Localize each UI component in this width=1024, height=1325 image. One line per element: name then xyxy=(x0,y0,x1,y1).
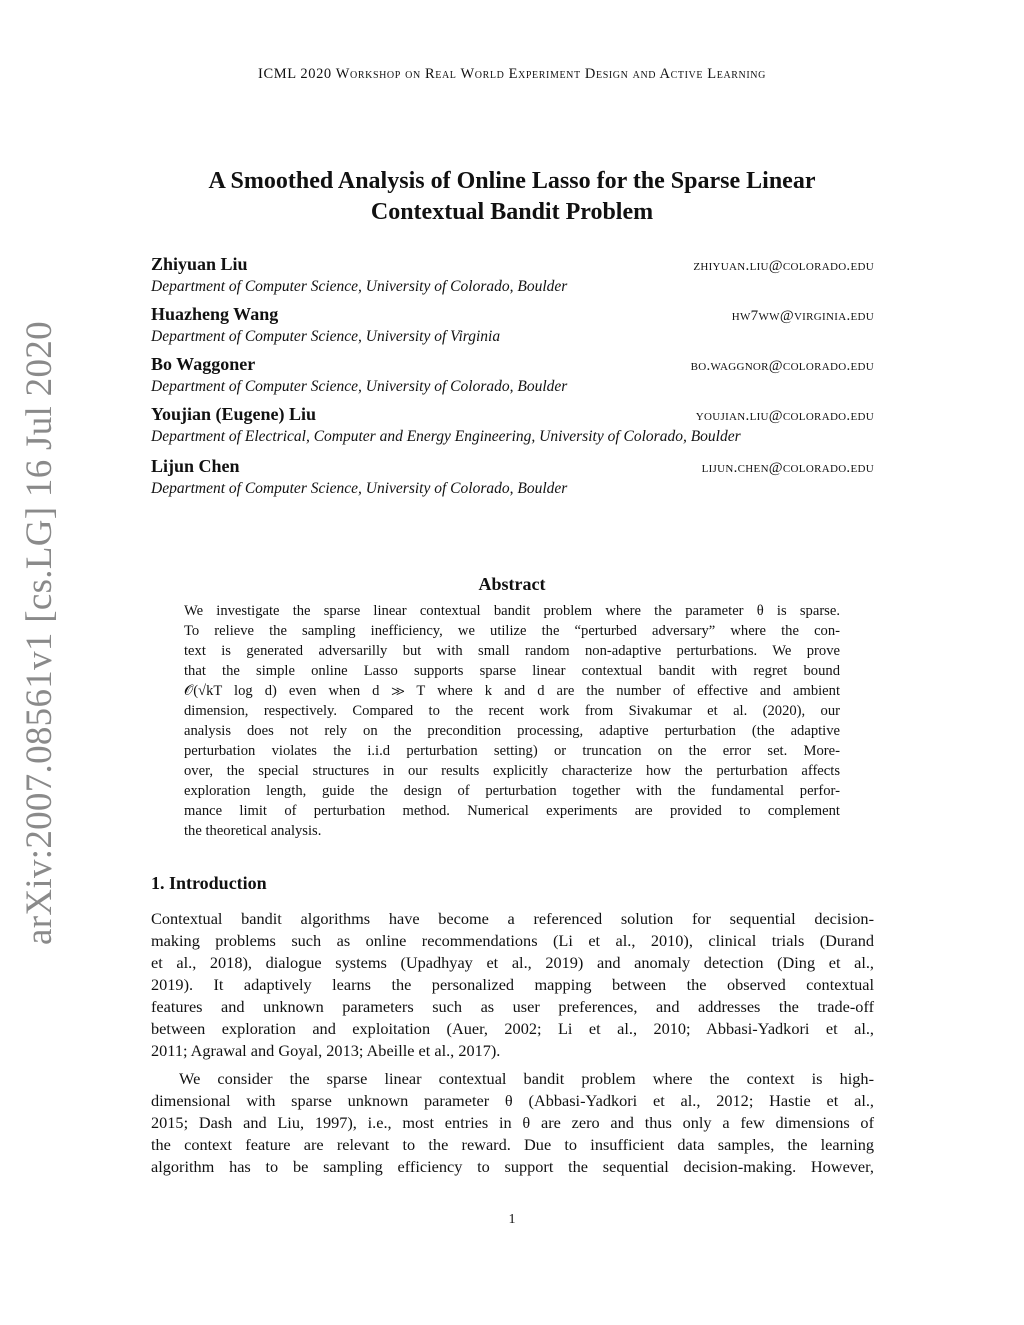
abstract-line: To relieve the sampling inefficiency, we utilize the “perturbed adversary” where the con- xyxy=(184,623,840,639)
abstract-line: over, the special structures in our results explicitly characterize how the perturbation affects xyxy=(184,763,840,779)
author-email[interactable]: hw7ww@virginia.edu xyxy=(731,308,874,324)
arxiv-stamp: arXiv:2007.08561v1 [cs.LG] 16 Jul 2020 xyxy=(19,321,60,945)
abstract-line: dimension, respectively. Compared to the recent work from Sivakumar et al. (2020), our xyxy=(184,703,840,719)
body-line: dimensional with sparse unknown parameter θ (Abbasi-Yadkori et al., 2012; Hastie et al., xyxy=(151,1091,874,1110)
author-block xyxy=(151,404,874,446)
paper-title xyxy=(120,166,904,228)
abstract-line: analysis does not rely on the precondition processing, adaptive perturbation (the adaptive xyxy=(184,723,840,739)
author-email[interactable]: zhiyuan.liu@colorado.edu xyxy=(693,258,874,274)
author-name: Huazheng Wang xyxy=(151,304,279,324)
abstract-heading: Abstract xyxy=(478,574,546,594)
body-line: making problems such as online recommendations (Li et al., 2010), clinical trials (Durand xyxy=(151,931,874,950)
abstract-line: that the simple online Lasso supports sparse linear contextual bandit with regret bound xyxy=(184,663,840,679)
author-affiliation: Department of Computer Science, University of Colorado, Boulder xyxy=(151,378,568,395)
author-email[interactable]: youjian.liu@colorado.edu xyxy=(695,408,874,424)
body-line: the context feature are relevant to the reward. Due to insufficient data samples, the learning xyxy=(151,1135,874,1154)
author-name: Bo Waggoner xyxy=(151,354,256,374)
body-line: features and unknown parameters such as user preferences, and addresses the trade-off xyxy=(151,997,874,1016)
body-line: algorithm has to be sampling efficiency to support the sequential decision-making. However, xyxy=(151,1157,874,1176)
intro-paragraph-1 xyxy=(151,908,874,1062)
author-block xyxy=(151,254,874,296)
body-line: 2019). It adaptively learns the personalized mapping between the observed contextual xyxy=(151,975,874,994)
abstract-line: the theoretical analysis. xyxy=(184,823,322,839)
body-line: We consider the sparse linear contextual bandit problem where the context is high- xyxy=(179,1069,874,1088)
author-affiliation: Department of Electrical, Computer and Energy Engineering, University of Colorado, Boulder xyxy=(151,428,741,445)
author-affiliation: Department of Computer Science, University of Colorado, Boulder xyxy=(151,278,568,295)
abstract-line: We investigate the sparse linear contextual bandit problem where the parameter θ is sparse. xyxy=(184,603,840,619)
author-email[interactable]: bo.waggnor@colorado.edu xyxy=(690,358,874,374)
author-block xyxy=(151,456,874,498)
body-line: 2011; Agrawal and Goyal, 2013; Abeille et al., 2017). xyxy=(151,1041,501,1060)
body-line: et al., 2018), dialogue systems (Upadhyay et al., 2019) and anomaly detection (Ding et al., xyxy=(151,953,874,972)
abstract-line: mance limit of perturbation method. Numerical experiments are provided to complement xyxy=(184,803,840,819)
abstract-text xyxy=(184,601,840,841)
page-number: 1 xyxy=(508,1212,516,1227)
body-line: between exploration and exploitation (Auer, 2002; Li et al., 2010; Abbasi-Yadkori et al., xyxy=(151,1019,874,1038)
body-line: 2015; Dash and Liu, 1997), i.e., most entries in θ are zero and thus only a few dimensions of xyxy=(151,1113,874,1132)
abstract-line: perturbation violates the i.i.d perturbation setting) or truncation on the error set. More- xyxy=(184,743,840,759)
abstract-line: text is generated adversarilly but with small random non-adaptive perturbations. We prove xyxy=(184,643,840,659)
intro-paragraph-2 xyxy=(151,1068,874,1178)
author-affiliation: Department of Computer Science, University of Virginia xyxy=(151,328,501,345)
section-heading: 1. Introduction xyxy=(151,873,267,893)
abstract-line: exploration length, guide the design of perturbation together with the fundamental perfor- xyxy=(184,783,840,799)
title-line: A Smoothed Analysis of Online Lasso for the Sparse Linear xyxy=(208,168,816,194)
author-block xyxy=(151,354,874,396)
abstract-line: 𝒪(√kT log d) even when d ≫ T where k and d are the number of effective and ambient xyxy=(184,683,840,699)
author-email[interactable]: lijun.chen@colorado.edu xyxy=(701,460,874,476)
author-name: Youjian (Eugene) Liu xyxy=(151,404,317,424)
author-name: Lijun Chen xyxy=(151,456,240,476)
author-block xyxy=(151,304,874,346)
conference-header: ICML 2020 Workshop on Real World Experiment Design and Active Learning xyxy=(258,66,766,82)
title-line: Contextual Bandit Problem xyxy=(370,199,654,225)
body-line: Contextual bandit algorithms have become a referenced solution for sequential decision- xyxy=(151,909,874,928)
author-affiliation: Department of Computer Science, University of Colorado, Boulder xyxy=(151,480,568,497)
author-name: Zhiyuan Liu xyxy=(151,254,248,274)
